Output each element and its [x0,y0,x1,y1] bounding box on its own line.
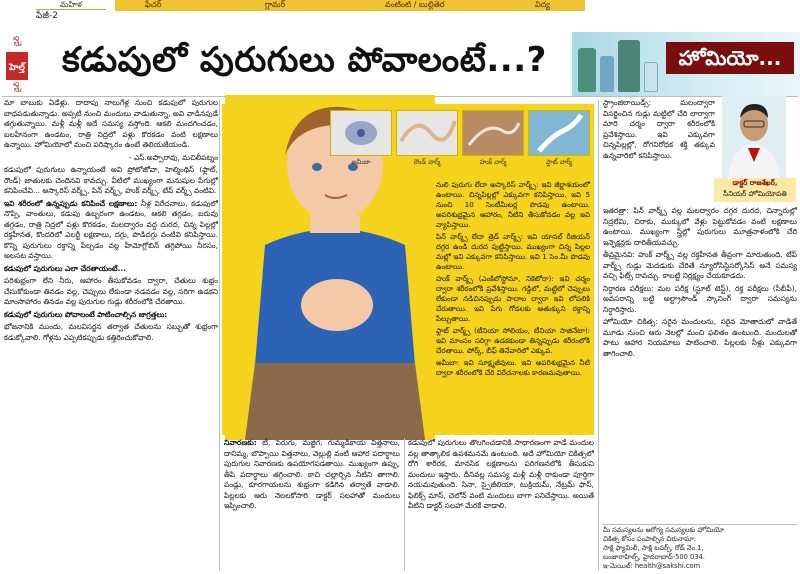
amoeba-text: అమీబా: ఇవి సూక్ష్మజీవులు. ఇవి అపరిశుభ్రమైన నీటి ద్వారా శరీరంలోకి చేరి విరేచనాలకు కారణమవుతాయి. [436,358,590,377]
worm-caption: హుక్ వార్మ్ [479,158,507,166]
doctor-photo [722,96,786,178]
column-right-top [603,98,715,206]
doctor-name: డాక్టర్ రాజశేఖర్, [732,179,778,187]
answer-intro: కడుపులో పురుగులు ఉన్నాయంటే అవి ప్రోటోజోవా, హెల్మింథిస్ (ఫ్లాట్, రౌండ్) జాతులకు చెందినవి కావచ్చు. వీటిలో ముఖ్యంగా మనుషుల పేగుల్లో కనిపించేవి... అస్కారిస్ వర్మ్స్, పిన్ వర్మ్స్, హుక్ వర్మ్స్, టేప్ వర్మ్స్ వంటివి. [4,165,218,195]
logo-main: హెల్త్ [4,50,30,82]
reader-question: మా బాబుకు ఏడేళ్లు. దాదాపు నాలుగేళ్ల నుంచి కడుపులో పురుగుల బాధపడుతున్నాడు. అప్పటి నుంచి మందులు వాడుతున్నా, అవి వాడినపుడే తగ్గుతున్నాయి. మళ్లీ మళ్లీ అదే సమస్య వస్తోంది. ఆకలి మందగించడం, బలహీనంగా ఉండటం, రాత్రి నిద్రలో పళ్లు కొరకడం వంటి లక్షణాలు ఉన్నాయి. హోమియోలో మంచి పరిష్కారం ఉంటే తెలియజేయండి. [4,98,218,149]
daily-health-logo [4,36,30,94]
bottle-icon [578,48,596,92]
strongyloides-text: స్ట్రాంజిలాయిడ్స్: మలంద్వారా విసర్జించిన గుడ్లు మట్టిలో చేరి లార్వాగా మారి చర్మం ద్వారా శరీరంలోకి ప్రవేశిస్తాయి. ఇవి ఎక్కువగా చిన్నపిల్లల్లో, రోగనిరోధక శక్తి తక్కువ ఉన్నవారిలో కనిపిస్తాయి. [603,98,715,160]
roundworm-image [396,110,458,156]
page-number: పేజీ-2 [36,11,58,21]
headline: కడుపులో పురుగులు పోవాలంటే...? [62,40,547,80]
tab-kitchen[interactable]: వంటింటి / బుల్లితెర [385,0,445,9]
logo-bottom: డైలీ [13,82,21,93]
symptoms-heading: ఇవి శరీరంలో ఉన్నప్పుడు కనిపించే లక్షణాలు: [4,198,138,208]
worm-types-text [436,180,590,432]
section-tabs [115,0,585,11]
email-line[interactable]: ఇ-మెయిల్: health@sakshi.com [603,562,701,570]
worm-caption: రౌండ్ వార్మ్ [413,158,441,166]
column-divider [219,100,220,570]
tab-glamour[interactable]: గ్లామర్ [265,0,286,9]
amoeba-image [330,110,392,156]
treatment-body: కడుపులో పురుగులు తొలగించడానికి సాధారణంగా వాడే మందుల వల్ల తాత్కాలిక ఉపశమనమే ఉంటుంది. అదే హోమియో చికిత్సలో రోగి శారీరక, మానసిక లక్షణాలను పరిగణనలోకి తీసుకుని మందులు ఇస్తారు. దీనివల్ల సమస్య మళ్లీ మళ్లీ రాకుండా పూర్తిగా నయమవుతుంది. సినా, స్పైజీలియా, టుక్రియమ్, నేట్రమ్ ఫాస్, ఫిలిక్స్ మాస్, చెలోన్ వంటి మందులు బాగా పనిచేస్తాయి. అయితే వీటిని డాక్టర్ సలహా మేరకే వాడాలి. [408,438,594,510]
other-symptoms-text: ఇతరత్రా: పిన్ వార్మ్స్ వల్ల మలద్వారం దగ్గర దురద, చిన్నారుల్లో నిద్రలేమి, చిరాకు, ముక్కులో వేళ్లు పెట్టుకోవడం వంటి లక్షణాలు ఉంటాయి. ముఖ్యంగా స్త్రీల్లో పురుగులు మూత్రనాళంలోకి చేరి ఇన్ఫెక్షన్లకు దారితీయవచ్చు. [603,206,797,247]
address-line: బంజారాహిల్స్, హైదరాబాద్-500 034. [603,553,705,561]
homeo-treatment-text: హోమియో చికిత్స: సరైన మందులను, సరైన మోతాదులో వాడితే మూడు నుంచి ఆరు నెలల్లో మంచి ఫలితం ఉంటుంది. మందులతో పాటు ఆహార నియమాలు పాటించాలి. పిల్లలకు నీళ్లు ఎక్కువగా తాగించాలి. [603,317,797,358]
column-right [603,206,797,524]
section-label: మహిళ [36,0,106,10]
reader-byline: - ఎస్.అప్పారావు, మచిలీపట్నం [129,152,218,162]
bottle-icon [600,56,614,92]
doctor-title: సీనియర్ హోమియోపతి [723,190,787,198]
tab-feature[interactable]: ఫేచర్ [145,0,162,9]
symptoms-text: నీళ్ల విరేచనాలు, కడుపులో నొప్పి, వాంతులు, కడుపు ఉబ్బరంగా ఉండటం, ఆకలి తగ్గడం, బరువు తగ్గడం, రాత్రి నిద్రలో పళ్లు కొరకడం, మలద్వారం వద్ద దురద, చిన్న పిల్లల్లో రక్తహీనత, కొందరిలో ఎలర్జీ లక్షణాలు, దగ్గు, పొడిదగ్గు వంటివి కనిపిస్తాయి. కొన్ని పురుగులు రక్తాన్ని పీల్చడం వల్ల హీమోగ్లోబిన్ తగ్గిపోయి నీరసం, అలసట వస్తాయి. [4,198,218,260]
worm-caption: ఫ్లాట్ వార్మ్ [546,158,572,166]
hookworm-text: హుక్ వార్మ్స్ (ఎంకిలోస్టోమా, నికెటోరా): ఇవి చర్మం ద్వారా శరీరంలోకి ప్రవేశిస్తాయి. గడ్డిలో, మట్టిలో చెప్పులు లేకుండా నడిచినప్పుడు పాదాల ద్వారా ఇవి లోపలికి చేరుతాయి. ఇవి పేగు గోడలకు అతుక్కుని రక్తాన్ని పీల్చుతాయి. [436,274,590,323]
bottle-icon [618,40,640,92]
address-line: చికిత్స కోసం పంపాల్సిన చిరునామా: [603,535,696,543]
severe-text: తీవ్రమైనవి: హుక్ వార్మ్స్ వల్ల రక్తహీనత తీవ్రంగా మారుతుంది. టేప్ వార్మ్స్ గుడ్లు మెదడుకు చేరితే న్యూరోసిస్టిసర్కోసిస్ అనే సమస్య వచ్చి ఫిట్స్ రావచ్చు. కాబట్టి నిర్లక్ష్యం చేయకూడదు. [603,250,797,280]
column-divider [598,100,599,570]
causes-heading: కడుపులో పురుగులు ఎలా చేరతాయంటే... [4,263,127,273]
address-line: మీ సమస్యలను ఆరోగ్య సమస్యలకు హోమియో [603,526,725,534]
worm-images [330,110,590,174]
diagnosis-text: నిర్ధారణ పరీక్షలు: మల పరీక్ష (స్టూల్ టెస్ట్), రక్త పరీక్షలు (సీబీపీ), అవసరాన్ని బట్టి అల్ట్రాసౌండ్ స్కానింగ్ ద్వారా సమస్యను నిర్ధారిస్తారు. [603,283,797,314]
address-line: సాక్షి ఫ్యామిలీ, సాక్షి టవర్స్, రోడ్ నెం.1, [603,544,704,552]
roundworm-text: నులి పురుగు లేదా అస్కారిస్ వార్మ్స్: ఇవి జీర్ణాశయంలో ఉంటాయి. చిన్నపిల్లల్లో ఎక్కువగా కనిపిస్తాయి. ఇవి 5 నుంచి 10 సెంటీమీటర్ల పొడవు ఉంటాయి. అపరిశుభ్రమైన ఆహారం, నీటిని తీసుకోవడం వల్ల ఇవి వ్యాపిస్తాయి. [436,180,590,229]
logo-top: డైలీ [13,36,21,47]
flatworm-image [528,110,590,156]
column-divider [404,438,405,570]
flatworm-text: ఫ్లాట్ వార్మ్స్ (టీనియా సోలియం, టీనియా సాజినేటా): ఇవి మాంసం సరిగ్గా ఉడకకుండా తిన్నప్పుడు శరీరంలోకి చేరతాయి. పోర్క్, బీఫ్ తినేవారిలో ఎక్కువ. [436,326,590,355]
prevention-body: టీ, పెరుగు, మజ్జిగ, గుమ్మడికాయ విత్తనాలు, దానిమ్మ, బొప్పాయి విత్తనాలు, వెల్లుల్లి వంటి ఆహార పదార్థాలు పురుగుల నివారణకు ఉపయోగపడతాయి. ముఖ్యంగా ఉప్పు, తీపి పదార్థాలు తగ్గించాలి. కాచి చల్లార్చిన నీటిని తాగాలి. పండ్లు, కూరగాయలను శుభ్రంగా కడిగిన తర్వాతే వాడాలి. పిల్లలకు ఆరు నెలలకోసారి డాక్టర్ సలహాతో మందులు ఇప్పించాలి. [224,438,400,510]
homeo-label: హోమియో... [666,42,794,74]
bottle-icon [644,62,658,92]
treatment-column [408,438,594,570]
worm-caption: అమీబా [351,158,371,166]
tab-education[interactable]: విద్య [535,0,550,9]
prevention-column [224,438,400,570]
address-box [603,526,800,572]
causes-text: పరిశుభ్రంగా లేని నీరు, ఆహారం తీసుకోవడం ద్వారా, చేతులు శుభ్రం చేసుకోకుండా తినడం వల్ల, చెప్పులు లేకుండా నడవడం వల్ల, సరిగా ఉడకని మాంసాహారం తినడం వల్ల పురుగుల గుడ్లు శరీరంలోకి చేరతాయి. [4,276,218,306]
divider [603,524,797,525]
column-question-answer [4,98,218,568]
header [0,30,800,94]
pinworm-text: పిన్ వార్మ్స్ లేదా త్రెడ్ వార్మ్స్: ఇవి యానల్ రీజియన్ దగ్గర ఉండి దురద పుట్టిస్తాయి. ముఖ్యంగా చిన్న పిల్లల మల్లో ఇవి ఎక్కువగా కనిపిస్తాయి. ఇవి 1 సెం.మీ పొడవు ఉంటాయి. [436,232,590,271]
doctor-caption [714,178,796,202]
prevention-text: భోజనానికి ముందు, మలవిసర్జన తర్వాత చేతులను సబ్బుతో శుభ్రంగా కడుక్కోవాలి. గోళ్లను ఎప్పటికప్పుడు కత్తిరించుకోవాలి. [4,322,218,342]
hookworm-image [462,110,524,156]
prevention-subheading: నివారణకు: [224,438,257,447]
prevention-heading: కడుపులో పురుగులు పోవాలంటే పాటించాల్సిన జాగ్రత్తలు: [4,309,168,319]
top-strip [0,0,800,22]
